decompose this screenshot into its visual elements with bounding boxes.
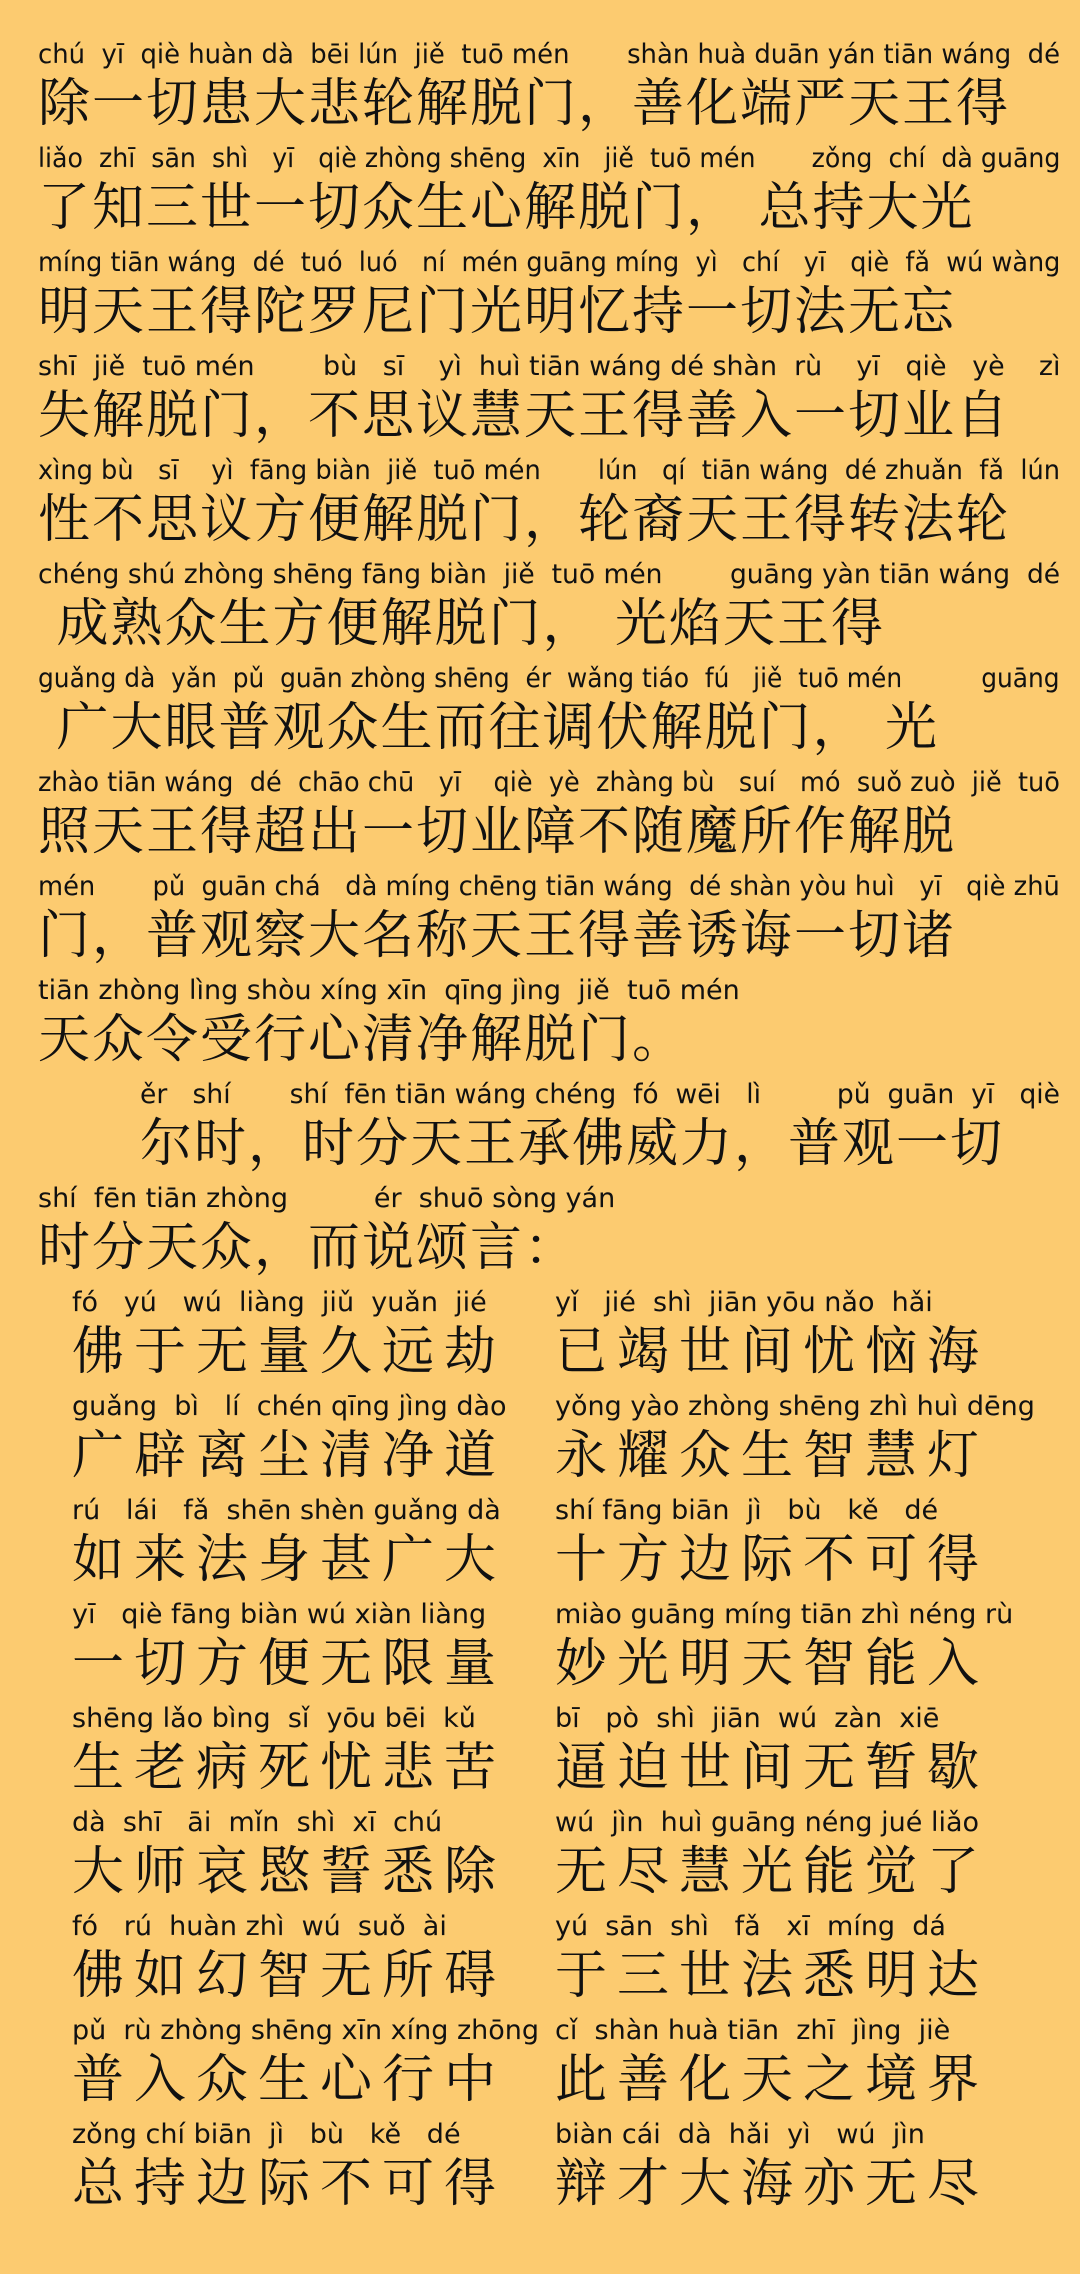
pinyin-line: liǎo zhī sān shì yī qiè zhòng shēng xīn jiě tuō mén zǒng chí dà guāng [38, 143, 1061, 174]
hanzi-line: 了知三世一切众生心解脱门， 总持大光 [38, 178, 975, 238]
verse-right-pinyin: yǐ jié shì jiān yōu nǎo hǎi [555, 1287, 933, 1318]
prose-line [0, 1078, 1080, 1182]
pinyin-line: míng tiān wáng dé tuó luó ní mén guāng míng yì chí yī qiè fǎ wú wàng [38, 247, 1061, 278]
verse-right-pinyin: miào guāng míng tiān zhì néng rù [555, 1599, 1014, 1630]
pinyin-line: chú yī qiè huàn dà bēi lún jiě tuō mén shàn huà duān yán tiān wáng dé [38, 39, 1061, 70]
verse-left-pinyin: guǎng bì lí chén qīng jìng dào [72, 1391, 507, 1422]
verse-line [0, 1910, 1080, 2014]
verse-left-pinyin: dà shī āi mǐn shì xī chú [72, 1807, 443, 1838]
verse-left-hanzi: 一切方便无限量 [72, 1634, 507, 1694]
verse-left-pinyin: fó yú wú liàng jiǔ yuǎn jié [72, 1287, 487, 1318]
prose-line [0, 662, 1080, 766]
verse-line [0, 2118, 1080, 2222]
verse-line [0, 1390, 1080, 1494]
verse-line [0, 2014, 1080, 2118]
hanzi-line: 性不思议方便解脱门，轮裔天王得转法轮 [38, 490, 1011, 550]
hanzi-line: 明天王得陀罗尼门光明忆持一切法无忘 [38, 282, 957, 342]
pinyin-line: mén pǔ guān chá dà míng chēng tiān wáng dé shàn yòu huì yī qiè zhū [38, 871, 1060, 902]
verse-right-pinyin: yǒng yào zhòng shēng zhì huì dēng [555, 1391, 1035, 1422]
prose-line [0, 766, 1080, 870]
verse-right-pinyin: bī pò shì jiān wú zàn xiē [555, 1703, 940, 1734]
verse-right-hanzi: 此善化天之境界 [555, 2050, 990, 2110]
verse-left-pinyin: zǒng chí biān jì bù kě dé [72, 2119, 461, 2150]
pinyin-line: ěr shí shí fēn tiān wáng chéng fó wēi lì pǔ guān yī qiè [140, 1079, 1060, 1110]
hanzi-line: 失解脱门，不思议慧天王得善入一切业自 [38, 386, 1011, 446]
prose-line [0, 974, 1080, 1078]
hanzi-line: 成熟众生方便解脱门， 光焰天王得 [38, 594, 886, 654]
verse-right-hanzi: 已竭世间忧恼海 [555, 1322, 990, 1382]
verse-left-pinyin: shēng lǎo bìng sǐ yōu bēi kǔ [72, 1703, 476, 1734]
verse-right-pinyin: yú sān shì fǎ xī míng dá [555, 1911, 946, 1942]
verse-left-hanzi: 如来法身甚广大 [72, 1530, 507, 1590]
hanzi-line: 除一切患大悲轮解脱门，善化端严天王得 [38, 74, 1011, 134]
verse-right-pinyin: shí fāng biān jì bù kě dé [555, 1495, 939, 1526]
verse-right-hanzi: 无尽慧光能觉了 [555, 1842, 990, 1902]
verse-left-hanzi: 佛于无量久远劫 [72, 1322, 507, 1382]
prose-line [0, 1182, 1080, 1286]
prose-line [0, 870, 1080, 974]
prose-line [0, 142, 1080, 246]
hanzi-line: 尔时，时分天王承佛威力，普观一切 [140, 1114, 1005, 1174]
verse-line [0, 1494, 1080, 1598]
pinyin-line: shī jiě tuō mén bù sī yì huì tiān wáng dé shàn rù yī qiè yè zì [38, 351, 1061, 382]
verse-right-hanzi: 于三世法悉明达 [555, 1946, 990, 2006]
verse-line [0, 1598, 1080, 1702]
verse-line [0, 1702, 1080, 1806]
hanzi-line: 广大眼普观众生而往调伏解脱门， 光 [38, 698, 940, 758]
prose-line [0, 246, 1080, 350]
pinyin-line: zhào tiān wáng dé chāo chū yī qiè yè zhàng bù suí mó suǒ zuò jiě tuō [38, 767, 1060, 798]
verse-left-pinyin: yī qiè fāng biàn wú xiàn liàng [72, 1599, 487, 1630]
verse-left-hanzi: 佛如幻智无所碍 [72, 1946, 507, 2006]
pinyin-line: tiān zhòng lìng shòu xíng xīn qīng jìng jiě tuō mén [38, 975, 740, 1006]
hanzi-line: 时分天众，而说颂言： [38, 1218, 579, 1278]
verse-right-pinyin: wú jìn huì guāng néng jué liǎo [555, 1807, 980, 1838]
hanzi-line: 照天王得超出一切业障不随魔所作解脱 [38, 802, 957, 862]
verse-right-pinyin: cǐ shàn huà tiān zhī jìng jiè [555, 2015, 951, 2046]
hanzi-line: 天众令受行心清净解脱门。 [38, 1010, 687, 1070]
prose-line [0, 558, 1080, 662]
verse-left-pinyin: fó rú huàn zhì wú suǒ ài [72, 1911, 447, 1942]
verse-left-hanzi: 普入众生心行中 [72, 2050, 507, 2110]
verse-left-hanzi: 大师哀愍誓悉除 [72, 1842, 507, 1902]
pinyin-line: guǎng dà yǎn pǔ guān zhòng shēng ér wǎng tiáo fú jiě tuō mén guāng [38, 663, 1060, 694]
verse-right-hanzi: 十方边际不可得 [555, 1530, 990, 1590]
prose-line [0, 350, 1080, 454]
verse-line [0, 1286, 1080, 1390]
hanzi-line: 门，普观察大名称天王得善诱诲一切诸 [38, 906, 957, 966]
prose-line [0, 454, 1080, 558]
pinyin-line: chéng shú zhòng shēng fāng biàn jiě tuō mén guāng yàn tiān wáng dé [38, 559, 1061, 590]
verse-left-pinyin: rú lái fǎ shēn shèn guǎng dà [72, 1495, 501, 1526]
verse-right-pinyin: biàn cái dà hǎi yì wú jìn [555, 2119, 925, 2150]
verse-right-hanzi: 妙光明天智能入 [555, 1634, 990, 1694]
verse-left-hanzi: 生老病死忧悲苦 [72, 1738, 507, 1798]
verse-left-pinyin: pǔ rù zhòng shēng xīn xíng zhōng [72, 2015, 540, 2046]
verse-left-hanzi: 广辟离尘清净道 [72, 1426, 507, 1486]
pinyin-line: shí fēn tiān zhòng ér shuō sòng yán [38, 1183, 616, 1214]
pinyin-line: xìng bù sī yì fāng biàn jiě tuō mén lún qí tiān wáng dé zhuǎn fǎ lún [38, 455, 1061, 486]
verse-line [0, 1806, 1080, 1910]
prose-line [0, 38, 1080, 142]
verse-right-hanzi: 辩才大海亦无尽 [555, 2154, 990, 2214]
verse-right-hanzi: 逼迫世间无暂歇 [555, 1738, 990, 1798]
verse-left-hanzi: 总持边际不可得 [72, 2154, 507, 2214]
verse-right-hanzi: 永耀众生智慧灯 [555, 1426, 990, 1486]
